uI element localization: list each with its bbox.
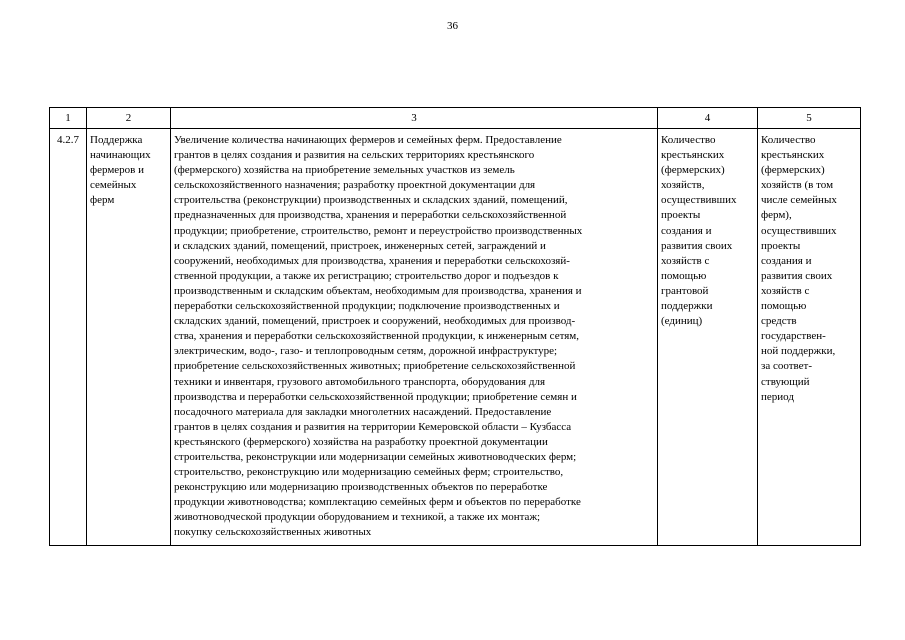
target-line: период bbox=[761, 390, 794, 403]
measure-description-line: продукции; приобретение, строительство, ремонт и переустройство производственных bbox=[174, 224, 583, 237]
program-table bbox=[49, 107, 861, 546]
indicator-cell bbox=[658, 129, 758, 546]
measure-description-line: строительства, реконструкции или модернизации семейных животноводческих ферм; bbox=[174, 450, 577, 463]
indicator-line: Количество bbox=[661, 134, 716, 146]
measure-description-line: ственной продукции, а также их регистрацию; строительство дорог и подъездов к bbox=[174, 269, 559, 282]
target-line: развития своих bbox=[761, 269, 833, 282]
measure-description-line: грантов в целях создания и развития на территории Кемеровской области – Кузбасса bbox=[174, 420, 572, 433]
target-text bbox=[761, 133, 857, 405]
target-line: крестьянских bbox=[761, 149, 825, 162]
measure-name-line: семейных bbox=[90, 179, 137, 192]
header-cell-4: 4 bbox=[658, 108, 758, 129]
target-line: ствующий bbox=[761, 375, 810, 388]
measure-description-line: Увеличение количества начинающих фермеров и семейных ферм. Предоставление bbox=[174, 134, 562, 146]
measure-description-line: сельскохозяйственного назначения; разработку проектной документации для bbox=[174, 179, 536, 192]
measure-description-line: строительство, реконструкцию или модернизацию семейных ферм; строительство, bbox=[174, 466, 564, 479]
target-line: хозяйств с bbox=[761, 284, 810, 297]
measure-description-line: складских зданий, помещений, пристроек и сооружений, необходимых для производ- bbox=[174, 315, 576, 328]
indicator-line: крестьянских bbox=[661, 149, 725, 162]
target-line: ферм), bbox=[761, 209, 792, 222]
measure-description-line: сооружений, необходимых для производства, хранения и переработки сельскохозяй- bbox=[174, 254, 570, 267]
measure-description-line: (фермерского) хозяйства на приобретение земельных участков из земель bbox=[174, 164, 515, 177]
target-line: проекты bbox=[761, 239, 801, 252]
measure-description-line: производства и переработки сельскохозяйственной продукции; приобретение семян и bbox=[174, 390, 577, 403]
measure-name-cell bbox=[87, 129, 171, 546]
indicator-line: осуществивших bbox=[661, 194, 737, 207]
measure-name-line: фермеров и bbox=[90, 164, 145, 177]
header-cell-1: 1 bbox=[50, 108, 87, 129]
header-cell-3: 3 bbox=[171, 108, 658, 129]
measure-description-line: покупку сельскохозяйственных животных bbox=[174, 526, 372, 539]
measure-name-line: начинающих bbox=[90, 149, 151, 162]
target-line: государствен- bbox=[761, 330, 826, 343]
measure-description-line: грантов в целях создания и развития на сельских территориях крестьянского bbox=[174, 149, 535, 162]
measure-description-line: строительства (реконструкции) производственных и складских зданий, помещений, bbox=[174, 194, 568, 207]
indicator-line: создания и bbox=[661, 224, 712, 237]
target-line: числе семейных bbox=[761, 194, 837, 207]
measure-description-line: животноводческой продукции оборудованием и техникой, а также их монтаж; bbox=[174, 511, 541, 524]
measure-description-line: электрическим, водо-, газо- и теплопроводным сетям, дорожной инфраструктуре; bbox=[174, 345, 558, 358]
header-cell-2: 2 bbox=[87, 108, 171, 129]
target-line: создания и bbox=[761, 254, 812, 267]
measure-description-line: техники и инвентаря, грузового автомобильного транспорта, оборудования для bbox=[174, 375, 545, 388]
target-cell bbox=[758, 129, 861, 546]
target-line: средств bbox=[761, 315, 797, 328]
measure-description-line: реконструкцию или модернизацию производственных объектов по переработке bbox=[174, 481, 548, 494]
indicator-line: проекты bbox=[661, 209, 701, 222]
measure-name-text bbox=[90, 133, 167, 208]
header-cell-5: 5 bbox=[758, 108, 861, 129]
measure-description-cell bbox=[171, 129, 658, 546]
table-row bbox=[50, 129, 861, 546]
target-line: хозяйств (в том bbox=[761, 179, 834, 192]
measure-description-line: крестьянского (фермерского) хозяйства на разработку проектной документации bbox=[174, 435, 548, 448]
indicator-line: развития своих bbox=[661, 239, 733, 252]
measure-description-line: производственным и складским объектам, необходимым для производства, хранения и bbox=[174, 284, 582, 297]
measure-name-line: ферм bbox=[90, 194, 115, 207]
measure-description-line: посадочного материала для закладки многолетних насаждений. Предоставление bbox=[174, 405, 552, 418]
target-line: Количество bbox=[761, 134, 816, 146]
target-line: осуществивших bbox=[761, 224, 837, 237]
measure-name-line: Поддержка bbox=[90, 134, 143, 146]
indicator-line: поддержки bbox=[661, 300, 713, 313]
indicator-line: хозяйств, bbox=[661, 179, 705, 192]
measure-description-text bbox=[174, 133, 654, 541]
target-line: ной поддержки, bbox=[761, 345, 836, 358]
indicator-text bbox=[661, 133, 754, 329]
table-header-row bbox=[50, 108, 861, 129]
indicator-line: грантовой bbox=[661, 284, 709, 297]
target-line: за соответ- bbox=[761, 360, 813, 373]
target-line: помощью bbox=[761, 300, 807, 313]
measure-description-line: продукции животноводства; комплектацию семейных ферм и объектов по переработке bbox=[174, 496, 581, 509]
measure-description-line: ства, хранения и переработки сельскохозяйственной продукции, к инженерным сетям, bbox=[174, 330, 580, 343]
indicator-line: (единиц) bbox=[661, 315, 703, 328]
measure-description-line: и складских зданий, помещений, пристроек, инженерных сетей, заграждений и bbox=[174, 239, 546, 252]
measure-description-line: предназначенных для производства, хранения и переработки сельскохозяйственной bbox=[174, 209, 567, 222]
indicator-line: хозяйств с bbox=[661, 254, 710, 267]
target-line: (фермерских) bbox=[761, 164, 825, 177]
indicator-line: помощью bbox=[661, 269, 707, 282]
page-number: 36 bbox=[447, 20, 458, 32]
measure-description-line: приобретение сельскохозяйственных животных; приобретение сельскохозяйственной bbox=[174, 360, 576, 373]
indicator-line: (фермерских) bbox=[661, 164, 725, 177]
measure-description-line: переработки сельскохозяйственной продукции; подключение производственных и bbox=[174, 300, 560, 313]
row-code-cell: 4.2.7 bbox=[50, 129, 87, 546]
